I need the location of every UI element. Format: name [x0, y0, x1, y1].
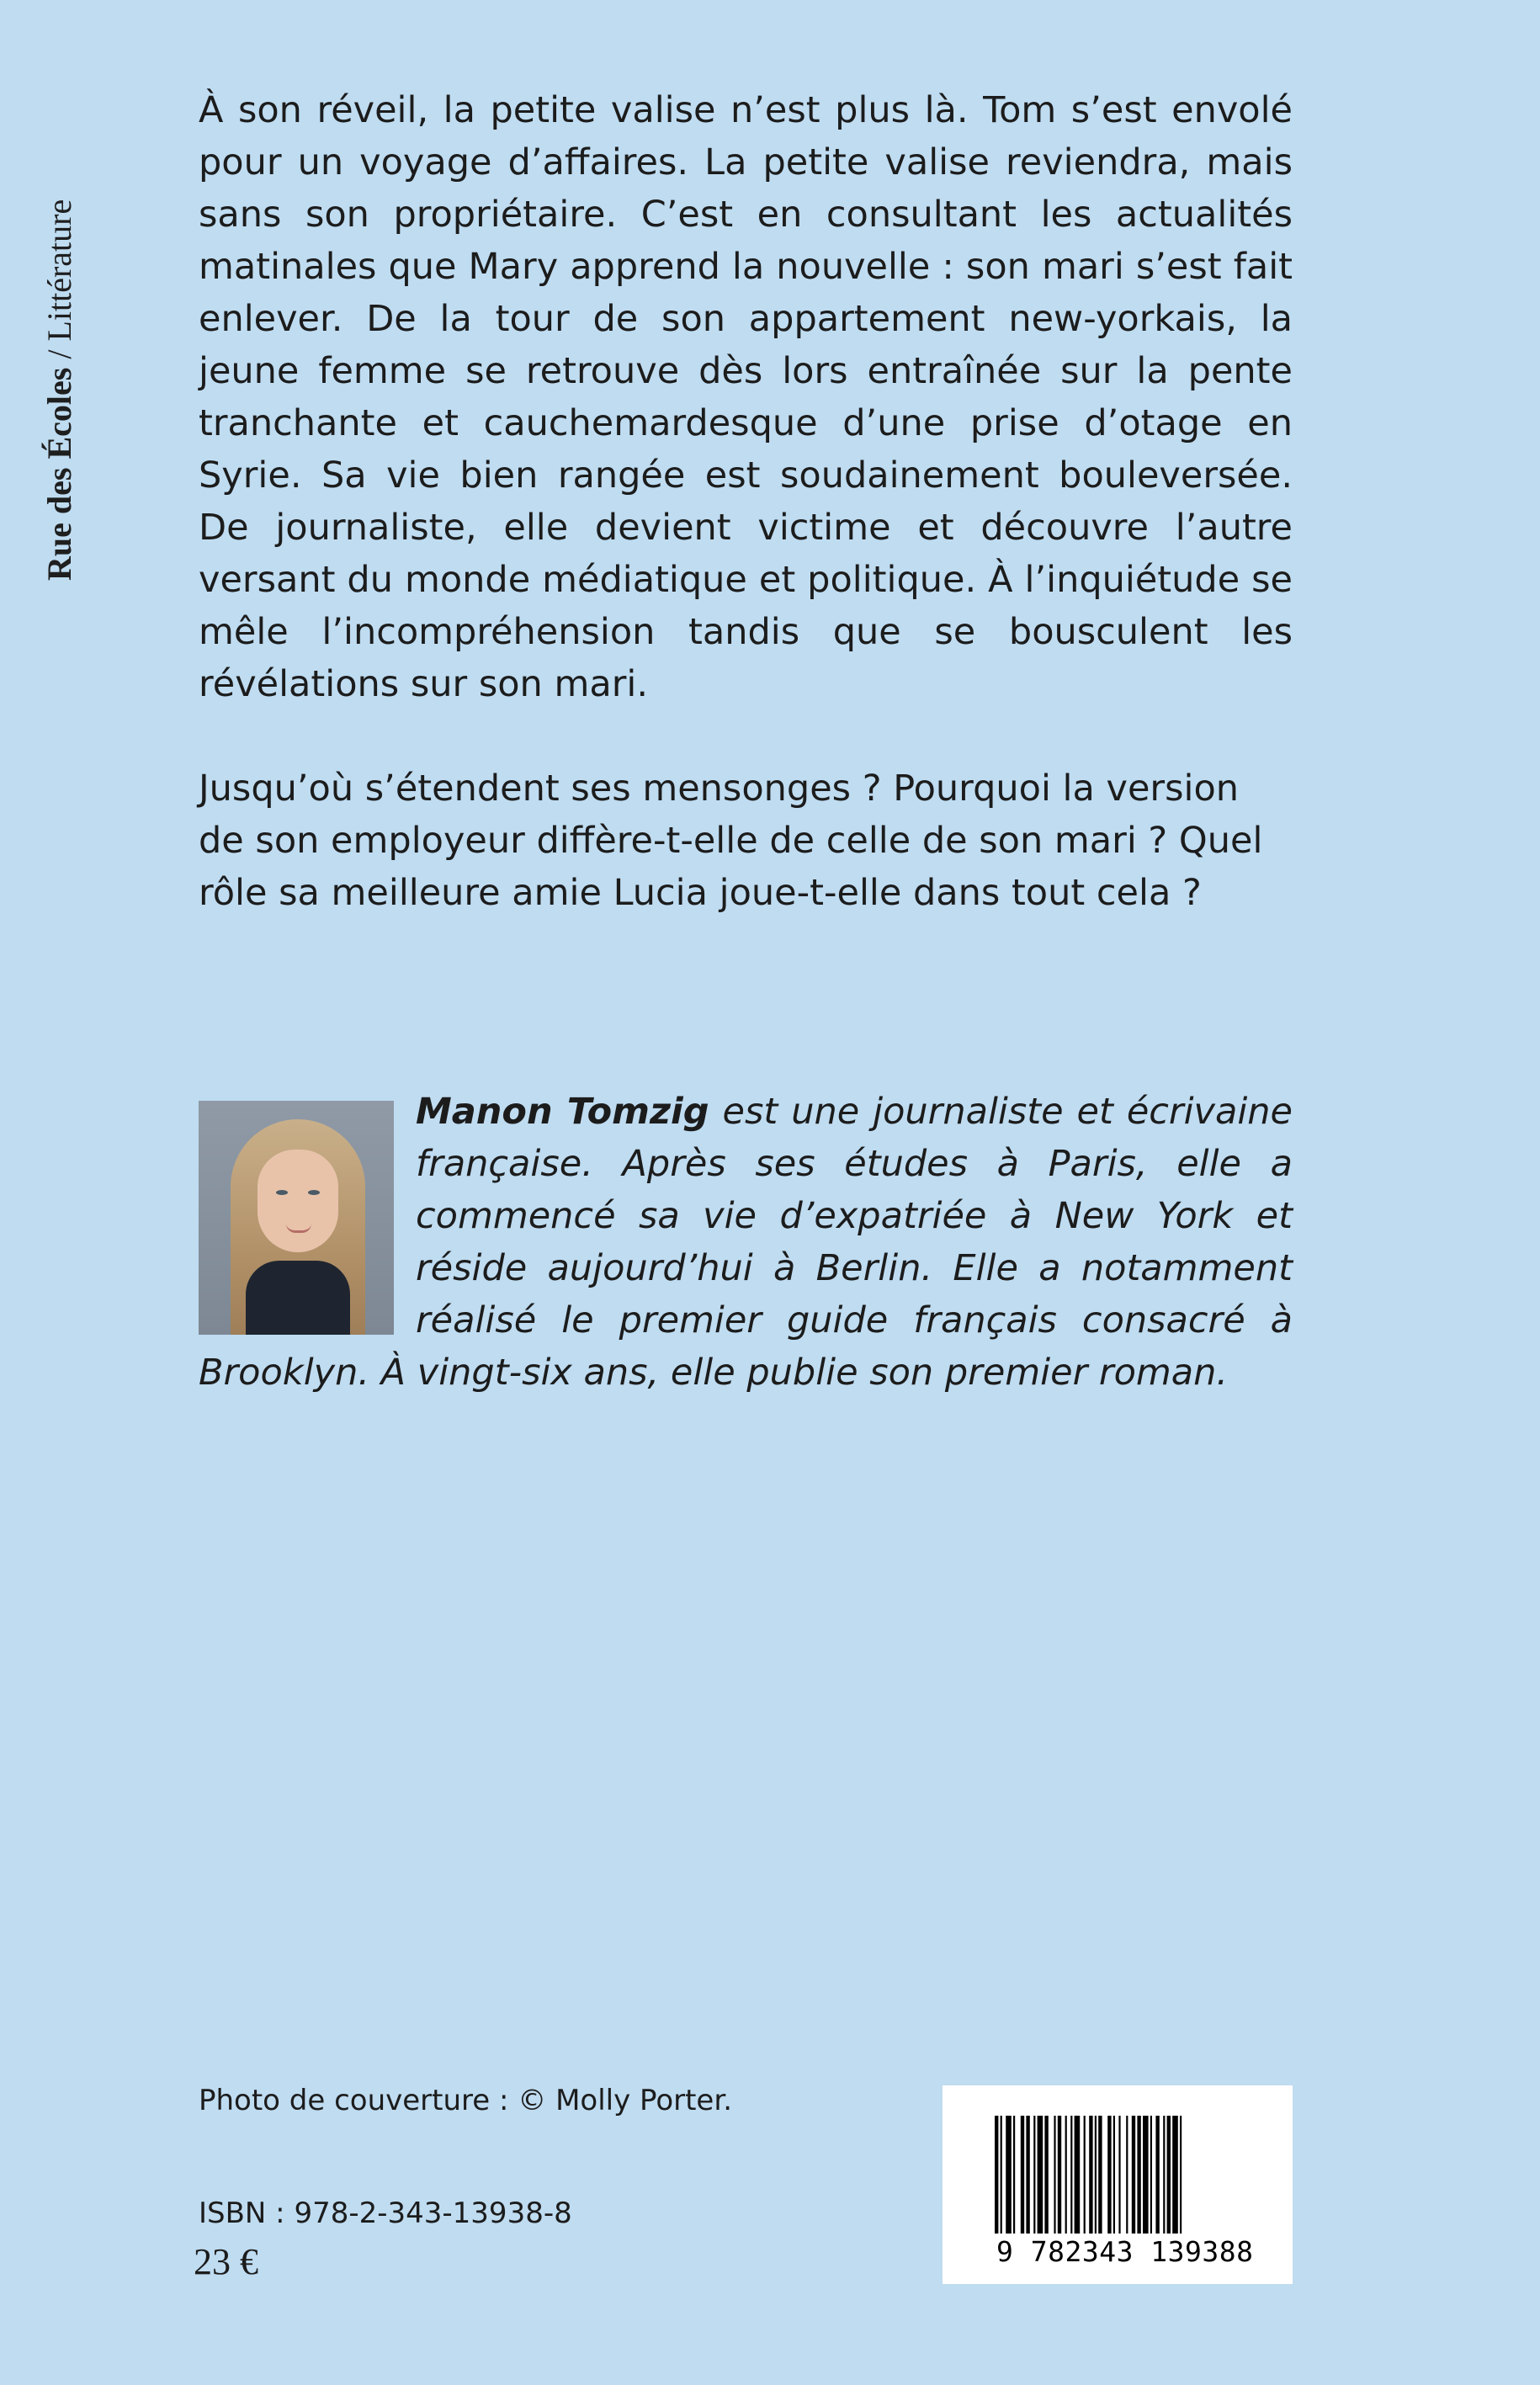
spine-label [30, 93, 89, 581]
blurb [199, 84, 1293, 919]
spine-separator: / [40, 341, 78, 368]
barcode [943, 2085, 1293, 2284]
author-name: Manon Tomzig [416, 1091, 709, 1133]
author-photo [199, 1101, 394, 1335]
isbn: ISBN : 978-2-343-13938-8 [199, 2196, 572, 2230]
barcode-digits: 9 782343 139388 [996, 2235, 1254, 2268]
genre-name: Littérature [40, 199, 78, 342]
collection-name: Rue des Écoles [40, 367, 78, 581]
photo-credit: Photo de couverture : © Molly Porter. [199, 2084, 733, 2117]
spine-text [30, 199, 89, 581]
blurb-paragraph-1: À son réveil, la petite valise n’est plus là. Tom s’est envolé pour un voyage d’affaires. La petite valise reviendra, mais sans son propriétaire. C’est en consultant les actualités matinales que Mary apprend la nouvelle : son mari s’est fait enlever. De la tour de son appartement new-yorkais, la jeune femme se retrouve dès lors entraînée sur la pente tranchante et cauchemardesque d’une prise d’otage en Syrie. Sa vie bien rangée est soudainement bouleversée. De journaliste, elle devient victime et découvre l’autre versant du monde médiatique et politique. À l’inquiétude se mêle l’incompréhension tandis que se bousculent les révélations sur son mari. [199, 89, 1293, 705]
author-bio [199, 1086, 1293, 1399]
blurb-paragraph-2: Jusqu’où s’étendent ses mensonges ? Pourquoi la version de son employeur diffère-t-elle de celle de son mari ? Quel rôle sa meilleure amie Lucia joue-t-elle dans tout cela ? [199, 768, 1263, 914]
author-bio-text: est une journaliste et écrivaine française. Après ses études à Paris, elle a commencé sa vie d’expatriée à New York et réside aujourd’hui à Berlin. Elle a notamment réalisé le premier guide français consacré à Brooklyn. À vingt-six ans, elle publie son premier roman. [199, 1091, 1293, 1394]
price: 23 € [194, 2241, 258, 2282]
barcode-bars [995, 2116, 1244, 2234]
